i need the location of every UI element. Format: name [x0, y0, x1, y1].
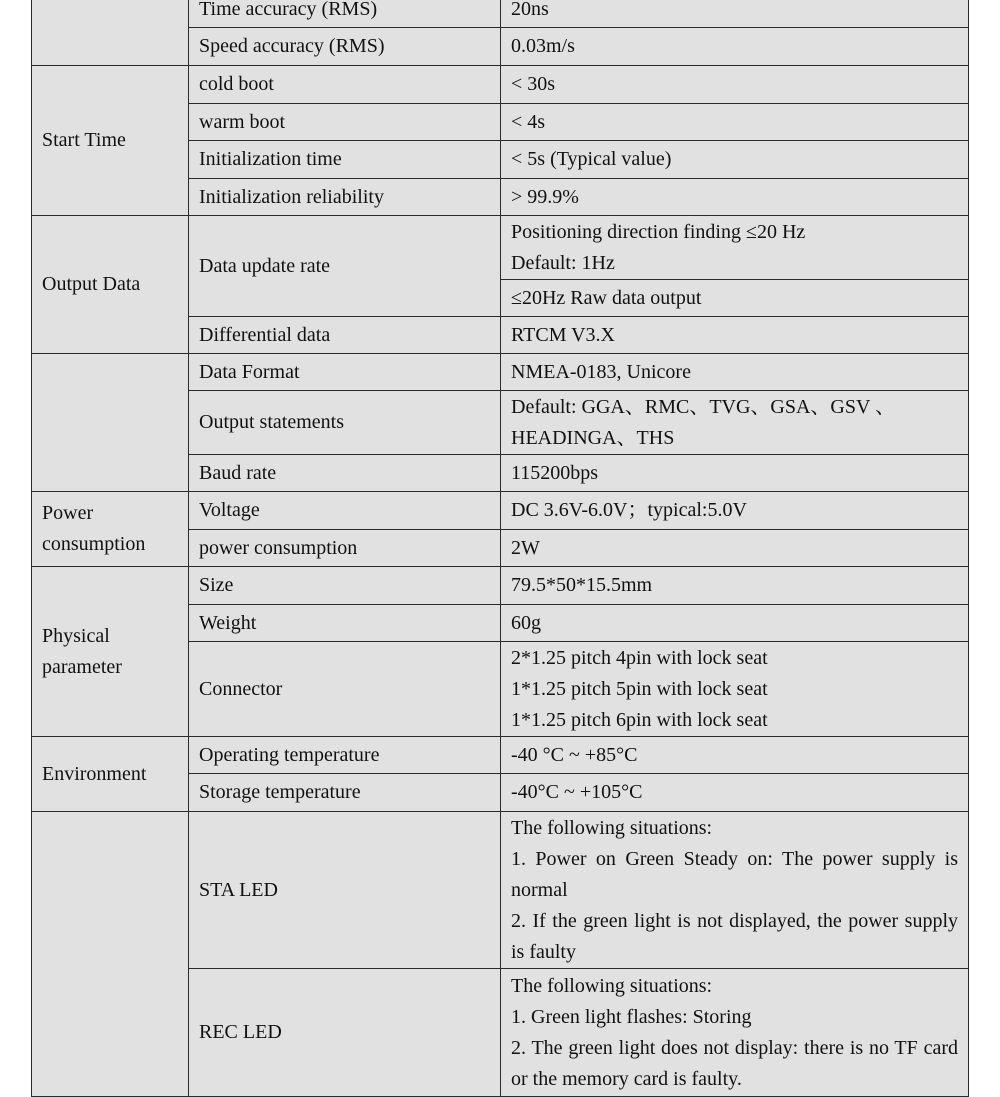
- value-line: 2. The green light does not display: there is no TF card or the memory card is faulty.: [511, 1036, 958, 1090]
- value-line: 2*1.25 pitch 4pin with lock seat: [511, 646, 768, 669]
- value-cell: > 99.9%: [501, 179, 969, 216]
- param-cell: Data update rate: [189, 216, 501, 317]
- value-line: Default: 1Hz: [511, 251, 615, 274]
- param-cell: Size: [189, 567, 501, 605]
- value-line: 1*1.25 pitch 5pin with lock seat: [511, 677, 768, 700]
- param-cell: Time accuracy (RMS): [189, 0, 501, 28]
- param-cell: Initialization time: [189, 141, 501, 179]
- value-line: 1*1.25 pitch 6pin with lock seat: [511, 708, 768, 731]
- value-cell: < 4s: [501, 104, 969, 141]
- value-cell: 0.03m/s: [501, 28, 969, 66]
- group-cell-accuracy: [32, 0, 189, 66]
- value-cell: -40 °C ~ +85°C: [501, 737, 969, 774]
- table-row: [32, 737, 969, 774]
- value-cell: [501, 969, 969, 1097]
- group-cell-physical-parameter: [32, 567, 189, 737]
- table-row: [32, 567, 969, 605]
- value-cell: < 5s (Typical value): [501, 141, 969, 179]
- param-cell: Connector: [189, 642, 501, 737]
- group-cell-output-data: Output Data: [32, 216, 189, 354]
- table-row: [32, 0, 969, 28]
- param-cell: Voltage: [189, 492, 501, 530]
- value-cell: [501, 812, 969, 969]
- param-cell: cold boot: [189, 66, 501, 104]
- value-line: Default: GGA、RMC、TVG、GSA、GSV 、: [511, 395, 896, 418]
- param-cell: REC LED: [189, 969, 501, 1097]
- param-cell: STA LED: [189, 812, 501, 969]
- value-cell: [501, 391, 969, 455]
- value-cell: NMEA-0183, Unicore: [501, 354, 969, 391]
- value-cell: 115200bps: [501, 455, 969, 492]
- value-line: Positioning direction finding ≤20 Hz: [511, 220, 806, 243]
- param-cell: Storage temperature: [189, 774, 501, 812]
- spec-table: [31, 0, 969, 1097]
- group-cell-start-time: Start Time: [32, 66, 189, 216]
- value-line: 1. Power on Green Steady on: The power supply is normal: [511, 847, 958, 901]
- group-cell-protocol: [32, 354, 189, 492]
- value-line: The following situations:: [511, 816, 713, 839]
- param-cell: Initialization reliability: [189, 179, 501, 216]
- param-cell: Weight: [189, 605, 501, 642]
- value-cell: ≤20Hz Raw data output: [501, 280, 969, 317]
- value-line: 1. Green light flashes: Storing: [511, 1005, 752, 1028]
- value-line: The following situations:: [511, 974, 713, 997]
- value-cell: 2W: [501, 530, 969, 567]
- value-cell: [501, 216, 969, 280]
- value-cell: RTCM V3.X: [501, 317, 969, 354]
- value-line: 2. If the green light is not displayed, the power supply is faulty: [511, 909, 958, 963]
- group-line: parameter: [42, 655, 122, 678]
- param-cell: Operating temperature: [189, 737, 501, 774]
- group-cell-environment: Environment: [32, 737, 189, 812]
- table-row: [32, 216, 969, 280]
- table-row: [32, 354, 969, 391]
- table-row: [32, 812, 969, 969]
- value-cell: [501, 642, 969, 737]
- value-cell: 20ns: [501, 0, 969, 28]
- group-line: Physical: [42, 624, 110, 647]
- value-cell: < 30s: [501, 66, 969, 104]
- param-cell: Data Format: [189, 354, 501, 391]
- value-cell: DC 3.6V-6.0V；typical:5.0V: [501, 492, 969, 530]
- param-cell: Baud rate: [189, 455, 501, 492]
- param-cell: Speed accuracy (RMS): [189, 28, 501, 66]
- value-cell: -40°C ~ +105°C: [501, 774, 969, 812]
- group-cell-power-consumption: [32, 492, 189, 567]
- param-cell: warm boot: [189, 104, 501, 141]
- value-cell: 60g: [501, 605, 969, 642]
- param-cell: power consumption: [189, 530, 501, 567]
- group-cell-indicator: [32, 812, 189, 1097]
- param-cell: Differential data: [189, 317, 501, 354]
- group-line: consumption: [42, 533, 146, 555]
- table-row: [32, 66, 969, 104]
- value-cell: 79.5*50*15.5mm: [501, 567, 969, 605]
- group-line: Power: [42, 502, 94, 524]
- param-cell: Output statements: [189, 391, 501, 455]
- table-row: [32, 492, 969, 530]
- value-line: HEADINGA、THS: [511, 426, 675, 449]
